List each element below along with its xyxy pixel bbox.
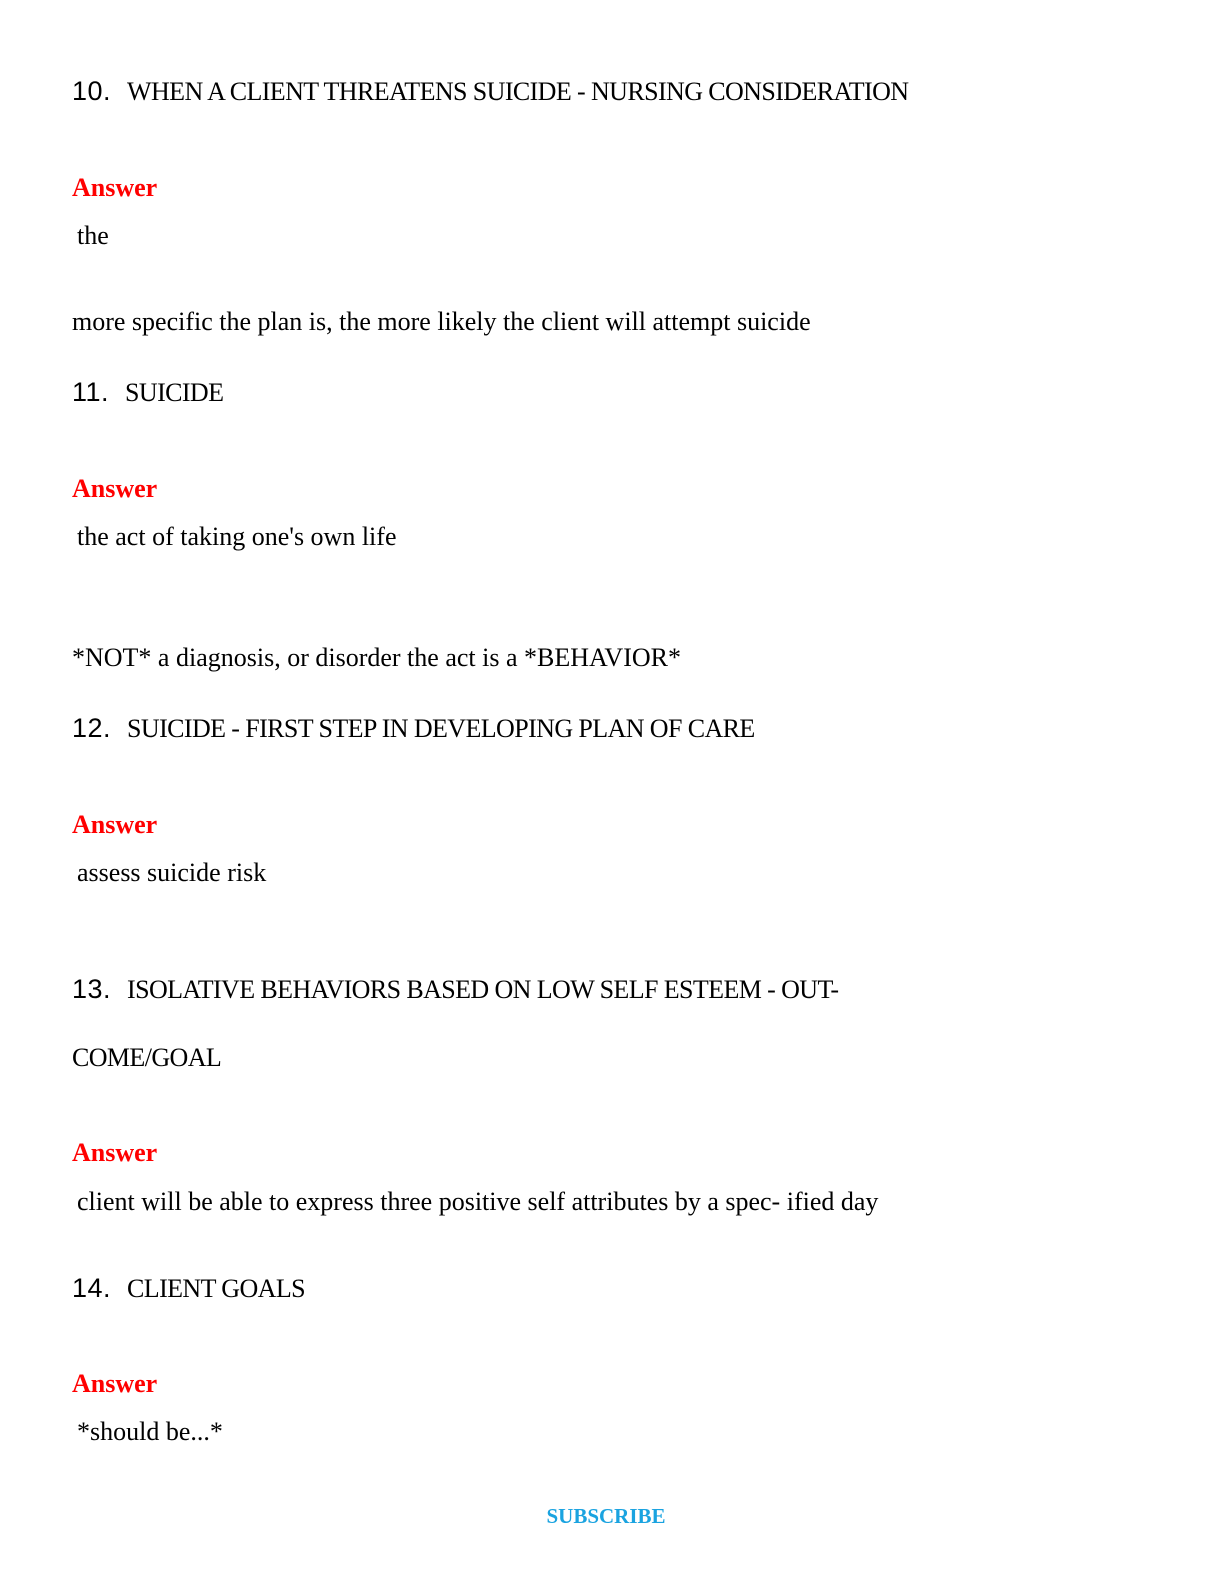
question-text: ISOLATIVE BEHAVIORS BASED ON LOW SELF ESTEEM - OUT- [127, 975, 839, 1004]
answer-label: Answer [72, 173, 158, 202]
question-number: 13. [72, 974, 112, 1004]
question-number: 10. [72, 76, 112, 106]
question-text-continued: COME/GOAL [72, 1043, 222, 1072]
answer-label: Answer [72, 1369, 158, 1398]
question-14 [72, 1275, 305, 1302]
question-10 [72, 78, 908, 105]
answer-label: Answer [72, 474, 158, 503]
answer-text: the [77, 221, 109, 250]
question-12 [72, 715, 755, 742]
answer-text: *NOT* a diagnosis, or disorder the act is a *BEHAVIOR* [72, 643, 681, 672]
answer-text: more specific the plan is, the more likely the client will attempt suicide [72, 307, 811, 336]
question-text: WHEN A CLIENT THREATENS SUICIDE - NURSING CONSIDERATION [127, 77, 909, 106]
answer-label: Answer [72, 1138, 158, 1167]
question-number: 14. [72, 1273, 112, 1303]
subscribe-link[interactable]: SUBSCRIBE [546, 1504, 666, 1528]
answer-text: assess suicide risk [77, 858, 267, 887]
question-text: CLIENT GOALS [127, 1274, 305, 1303]
question-13 [72, 976, 838, 1003]
answer-label: Answer [72, 810, 158, 839]
question-text: SUICIDE [125, 378, 224, 407]
question-text: SUICIDE - FIRST STEP IN DEVELOPING PLAN OF CARE [127, 714, 755, 743]
question-11 [72, 379, 223, 406]
question-number: 11. [72, 377, 110, 407]
question-number: 12. [72, 713, 112, 743]
answer-text: *should be...* [77, 1417, 223, 1446]
answer-text: the act of taking one's own life [77, 522, 397, 551]
answer-text: client will be able to express three positive self attributes by a spec- ified day [77, 1187, 879, 1216]
